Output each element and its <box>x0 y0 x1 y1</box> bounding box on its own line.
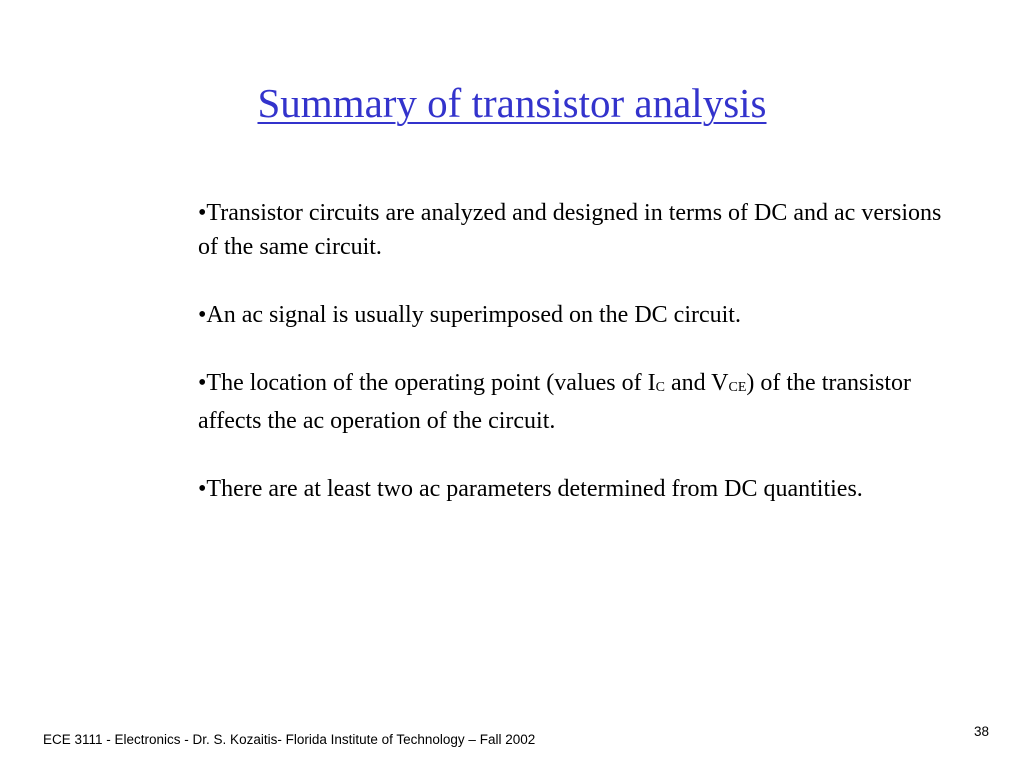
bullet-text: •Transistor circuits are analyzed and designed in terms of DC and ac versions of the same circuit. <box>198 200 942 260</box>
bullet-text: •There are at least two ac parameters determined from DC quantities. <box>198 476 863 502</box>
bullet-item-operating-point <box>198 366 948 438</box>
bullet-text: ) of the transistor affects the ac operation of the circuit. <box>198 370 912 434</box>
bullet-item-ac-parameters <box>198 472 948 506</box>
bullet-text: and V <box>664 370 729 396</box>
bullet-item-analysis <box>198 196 948 264</box>
page-number: 38 <box>973 724 989 739</box>
subscript-c: C <box>655 380 665 395</box>
subscript-ce: CE <box>728 380 747 395</box>
bullet-list <box>198 196 948 540</box>
bullet-text: •An ac signal is usually superimposed on the DC circuit. <box>198 302 741 328</box>
slide-title: Summary of transistor analysis <box>257 80 767 126</box>
bullet-item-ac-signal <box>198 298 948 332</box>
slide-footer: ECE 3111 - Electronics - Dr. S. Kozaitis- Florida Institute of Technology – Fall 2002 <box>43 732 536 747</box>
bullet-text: •The location of the operating point (values of I <box>198 370 656 396</box>
